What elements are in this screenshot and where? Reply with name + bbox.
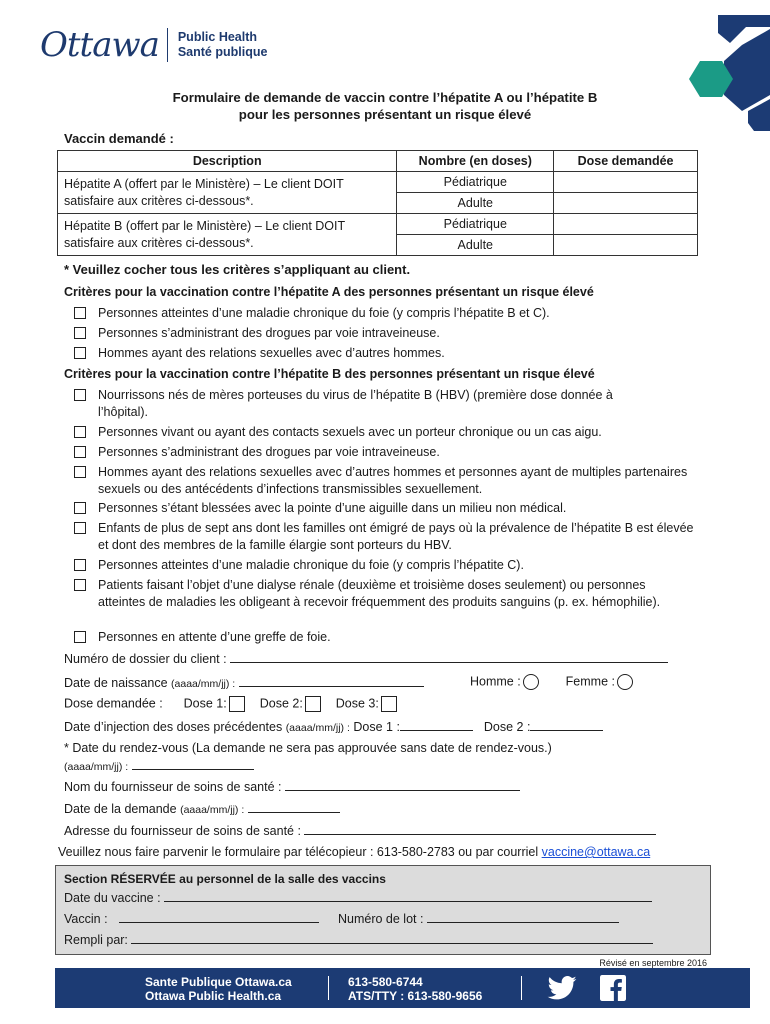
- table-row: [58, 214, 698, 235]
- send-instructions: [58, 845, 650, 859]
- provider-name-row: [64, 779, 520, 794]
- footer-bar: [55, 968, 750, 1008]
- checkbox[interactable]: [74, 446, 86, 458]
- hep-b-pediatric-input[interactable]: [554, 214, 698, 235]
- dob-label: Date de naissance: [64, 676, 168, 690]
- checkbox[interactable]: [74, 579, 86, 591]
- provider-name-label: Nom du fournisseur de soins de santé :: [64, 780, 282, 794]
- criteria-label: Personnes atteintes d’une maladie chronique du foie (y compris l’hépatite C).: [98, 558, 524, 572]
- criteria-label: Personnes en attente d’une greffe de foie.: [98, 630, 331, 644]
- criteria-a-heading: Critères pour la vaccination contre l’hépatite A des personnes présentant un risque élevé: [64, 285, 594, 299]
- filled-by-row: [64, 932, 653, 947]
- title-line-1: Formulaire de demande de vaccin contre l’hépatite A ou l’hépatite B: [172, 90, 598, 105]
- file-number-field[interactable]: [230, 651, 668, 663]
- hep-a-pediatric: Pédiatrique: [397, 172, 554, 193]
- checkbox[interactable]: [74, 389, 86, 401]
- criteria-label: Personnes vivant ou ayant des contacts sexuels avec un porteur chronique ou un cas aigu.: [98, 425, 602, 439]
- appointment-format: (aaaa/mm/jj) :: [64, 761, 129, 773]
- logo-wordmark: Ottawa: [40, 25, 159, 65]
- revision-date: Révisé en septembre 2016: [599, 958, 707, 968]
- table-row: [58, 172, 698, 193]
- criteria-a-item[interactable]: [74, 305, 714, 322]
- file-number-label: Numéro de dossier du client :: [64, 652, 227, 666]
- provider-address-field[interactable]: [304, 823, 656, 835]
- criteria-b-item[interactable]: [74, 387, 714, 420]
- criteria-label: Personnes s’administrant des drogues par voie intraveineuse.: [98, 445, 440, 459]
- request-date-row: [64, 801, 340, 816]
- vaccine-field[interactable]: [119, 911, 319, 923]
- criteria-b-item[interactable]: [74, 500, 714, 517]
- footer-websites: [145, 975, 292, 1003]
- vaccine-label: Vaccin :: [64, 912, 108, 926]
- hep-a-adult-input[interactable]: [554, 193, 698, 214]
- request-date-label: Date de la demande: [64, 802, 177, 816]
- vaccine-table: [57, 150, 698, 256]
- criteria-label: Patients faisant l’objet d’une dialyse rénale (deuxième et troisième doses seulement) ou personnes atteintes de maladies les obligeant à recevoir fréquemment des produits sanguins (p. ex. hémophilie).: [98, 578, 661, 609]
- vaccine-requested-heading: Vaccin demandé :: [64, 131, 174, 146]
- criteria-label: Personnes s’administrant des drogues par voie intraveineuse.: [98, 326, 440, 340]
- appointment-field[interactable]: [132, 758, 254, 770]
- vaccine-date-field[interactable]: [164, 890, 652, 902]
- dose1-label: Dose 1:: [183, 696, 227, 711]
- col-description: Description: [58, 151, 397, 172]
- logo-org-text: [178, 30, 268, 60]
- checkbox[interactable]: [74, 426, 86, 438]
- criteria-b-item[interactable]: [74, 557, 714, 574]
- checkbox[interactable]: [74, 522, 86, 534]
- title-line-2: pour les personnes présentant un risque élevé: [238, 107, 532, 122]
- dob-field[interactable]: [239, 675, 424, 687]
- hep-b-pediatric: Pédiatrique: [397, 214, 554, 235]
- provider-address-label: Adresse du fournisseur de soins de santé :: [64, 824, 301, 838]
- criteria-note: * Veuillez cocher tous les critères s’appliquant au client.: [64, 262, 411, 277]
- phone-number[interactable]: 613-580-6744: [348, 975, 423, 989]
- request-date-field[interactable]: [248, 801, 340, 813]
- checkbox[interactable]: [74, 327, 86, 339]
- previous-doses-label: Date d’injection des doses précédentes: [64, 720, 283, 734]
- criteria-label: Personnes atteintes d’une maladie chronique du foie (y compris l’hépatite B et C).: [98, 306, 550, 320]
- email-link[interactable]: vaccine@ottawa.ca: [541, 845, 651, 859]
- criteria-label: Hommes ayant des relations sexuelles avec d’autres hommes.: [98, 346, 445, 360]
- criteria-b-item[interactable]: [74, 444, 714, 461]
- male-label: Homme :: [470, 674, 521, 689]
- reserved-heading: Section RÉSERVÉE au personnel de la salle des vaccins: [64, 872, 386, 886]
- appointment-row: [64, 758, 254, 773]
- ottawa-logo: [40, 25, 268, 65]
- criteria-b-item[interactable]: [74, 424, 714, 441]
- criteria-a-item[interactable]: [74, 345, 714, 362]
- dose-requested-row: [64, 696, 397, 712]
- vaccine-date-row: [64, 890, 652, 905]
- form-title: [60, 89, 710, 123]
- criteria-b-item[interactable]: [74, 577, 714, 610]
- hep-a-pediatric-input[interactable]: [554, 172, 698, 193]
- filled-by-field[interactable]: [131, 932, 653, 944]
- vaccine-date-label: Date du vaccine :: [64, 891, 161, 905]
- hepatitis-b-description: Hépatite B (offert par le Ministère) – Le client DOIT satisfaire aux critères ci-dessous*.: [58, 214, 397, 256]
- prev-dose2-label: Dose 2 :: [483, 720, 531, 734]
- criteria-label: Enfants de plus de sept ans dont les familles ont émigré de pays où la prévalence de l’hépatite B est élevée et dont des membres de la famille élargie sont porteurs du HBV.: [98, 521, 694, 552]
- criteria-b-heading: Critères pour la vaccination contre l’hépatite B des personnes présentant un risque élevé: [64, 367, 595, 381]
- footer-divider: [521, 976, 522, 1000]
- provider-name-field[interactable]: [285, 779, 520, 791]
- logo-divider: [167, 28, 168, 62]
- reserved-section: [55, 865, 711, 955]
- website-en[interactable]: Ottawa Public Health.ca: [145, 989, 282, 1003]
- lot-label: Numéro de lot :: [338, 912, 424, 926]
- previous-doses-row: [64, 719, 603, 734]
- org-name-fr: Santé publique: [177, 45, 268, 59]
- facebook-icon[interactable]: [600, 975, 626, 1001]
- criteria-b-item[interactable]: [74, 464, 714, 497]
- dose1-checkbox[interactable]: [229, 696, 245, 712]
- criteria-label: Personnes s’étant blessées avec la pointe d’une aiguille dans un milieu non médical.: [98, 501, 567, 515]
- dob-row: [64, 675, 424, 690]
- checkbox[interactable]: [74, 559, 86, 571]
- male-radio[interactable]: [523, 674, 539, 690]
- prev-dose2-field[interactable]: [530, 719, 603, 731]
- footer-phones: [348, 975, 482, 1003]
- hep-b-adult: Adulte: [397, 235, 554, 256]
- twitter-icon[interactable]: [547, 976, 577, 1000]
- col-dose-requested: Dose demandée: [554, 151, 698, 172]
- criteria-a-item[interactable]: [74, 325, 714, 342]
- hepatitis-a-description: Hépatite A (offert par le Ministère) – Le client DOIT satisfaire aux critères ci-dessous*.: [58, 172, 397, 214]
- dose2-checkbox[interactable]: [305, 696, 321, 712]
- female-label: Femme :: [565, 674, 615, 689]
- hep-b-adult-input[interactable]: [554, 235, 698, 256]
- dose3-label: Dose 3:: [335, 696, 379, 711]
- criteria-label: Hommes ayant des relations sexuelles avec d’autres hommes et personnes ayant de multiples partenaires sexuels ou des antécédents d’infections transmissibles sexuellement.: [98, 465, 688, 496]
- previous-doses-format: (aaaa/mm/jj) :: [285, 722, 350, 734]
- checkbox[interactable]: [74, 502, 86, 514]
- lot-field[interactable]: [427, 911, 619, 923]
- tty-number[interactable]: ATS/TTY : 613-580-9656: [348, 989, 483, 1003]
- col-doses: Nombre (en doses): [397, 151, 554, 172]
- appointment-label: * Date du rendez-vous (La demande ne sera pas approuvée sans date de rendez-vous.): [64, 741, 552, 755]
- provider-address-row: [64, 823, 656, 838]
- prev-dose1-label: Dose 1 :: [353, 720, 400, 734]
- vaccine-lot-row: [64, 911, 619, 926]
- prev-dose1-field[interactable]: [400, 719, 473, 731]
- criteria-b-item[interactable]: [74, 520, 714, 553]
- dose-requested-label: Dose demandée :: [64, 696, 163, 711]
- checkbox[interactable]: [74, 631, 86, 643]
- criteria-b-item[interactable]: [74, 629, 714, 646]
- org-name-en: Public Health: [177, 30, 258, 44]
- file-number-row: [64, 651, 668, 666]
- table-header-row: [58, 151, 698, 172]
- dob-format: (aaaa/mm/jj) :: [171, 678, 236, 690]
- dose3-checkbox[interactable]: [381, 696, 397, 712]
- checkbox[interactable]: [74, 347, 86, 359]
- dose2-label: Dose 2:: [259, 696, 303, 711]
- website-fr[interactable]: Sante Publique Ottawa.ca: [145, 975, 292, 989]
- filled-by-label: Rempli par:: [64, 933, 128, 947]
- female-radio[interactable]: [617, 674, 633, 690]
- send-text: Veuillez nous faire parvenir le formulaire par télécopieur : 613-580-2783 ou par courriel: [58, 845, 539, 859]
- criteria-label: Nourrissons nés de mères porteuses du virus de l’hépatite B (HBV) (première dose donnée à l’hôpital).: [98, 388, 613, 419]
- checkbox[interactable]: [74, 466, 86, 478]
- sex-selector: [470, 674, 633, 690]
- request-date-format: (aaaa/mm/jj) :: [180, 804, 245, 816]
- footer-divider: [328, 976, 329, 1000]
- checkbox[interactable]: [74, 307, 86, 319]
- hep-a-adult: Adulte: [397, 193, 554, 214]
